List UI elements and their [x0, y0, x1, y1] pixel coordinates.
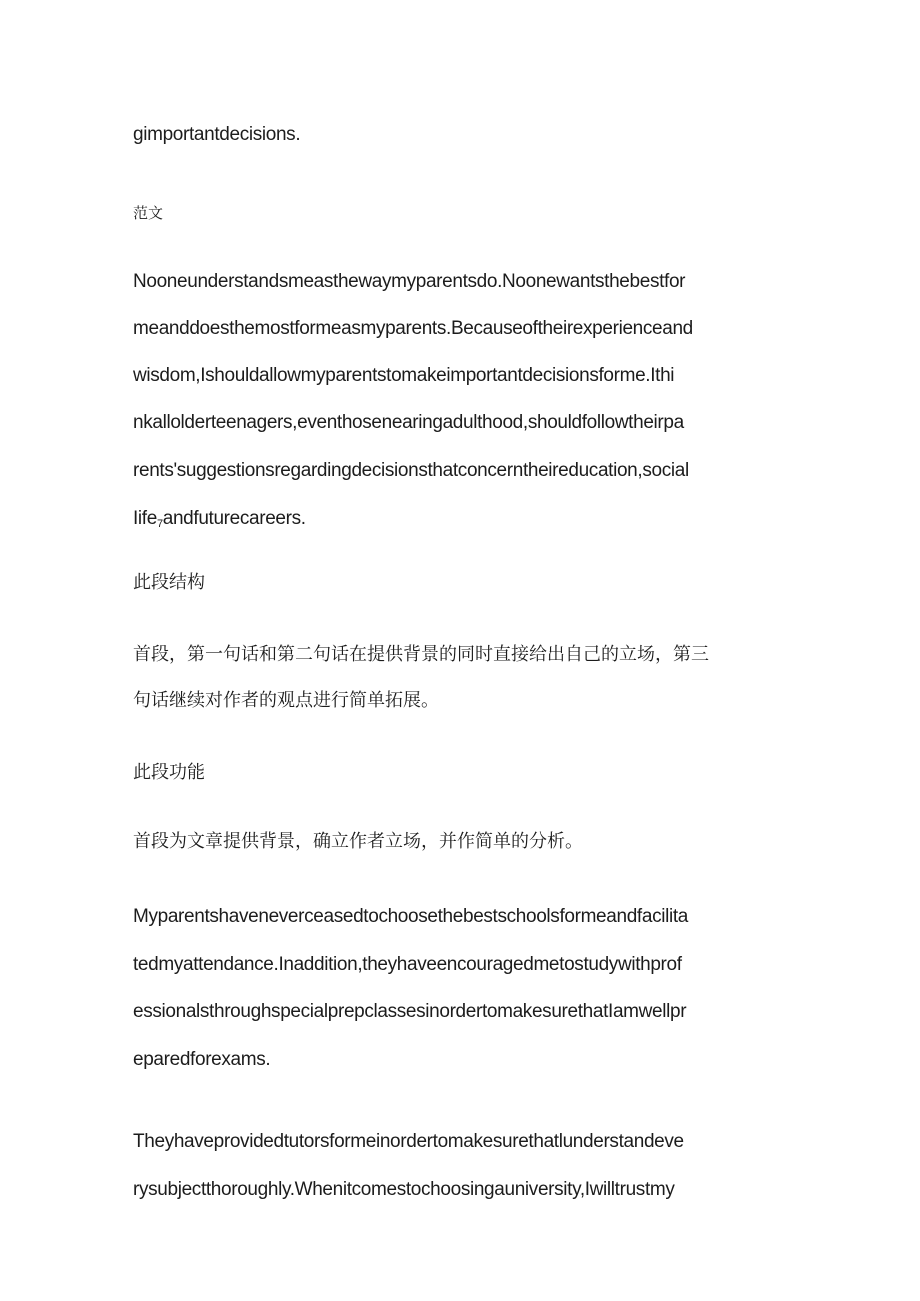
text-line: gimportantdecisions. [133, 124, 301, 145]
text-line: nkallolderteenagers,eventhosenearingadulthood,shouldfollowtheirpa [133, 412, 684, 433]
text-line: essionalsthroughspecialprepclassesinordertomakesurethatIamwellpr [133, 1001, 687, 1022]
text-line: 首段为文章提供背景，确立作者立场，并作简单的分析。 [133, 831, 583, 852]
text-line: Myparentshaveneverceasedtochoosethebestschoolsformeandfacilita [133, 906, 688, 927]
text-line: tedmyattendance.Inaddition,theyhaveencouragedmetostudywithprof [133, 954, 682, 975]
text-fragment: andfuturecareers. [162, 508, 306, 529]
text-subscript: 7 [156, 518, 163, 530]
text-line: meanddoesthemostformeasmyparents.Becauseoftheirexperienceand [133, 318, 693, 339]
text-line: 首段，第一句话和第二句话在提供背景的同时直接给出自己的立场，第三 [133, 644, 709, 665]
text-line: rents'suggestionsregardingdecisionsthatconcerntheireducation,social [133, 460, 689, 481]
section-heading-function: 此段功能 [133, 762, 205, 783]
text-line: 句话继续对作者的观点进行简单拓展。 [133, 690, 439, 711]
text-line: eparedforexams. [133, 1049, 271, 1070]
text-line: Nooneunderstandsmeasthewaymyparentsdo.Noonewantsthebestfor [133, 271, 686, 292]
section-heading-structure: 此段结构 [133, 572, 205, 593]
text-line: rysubjectthoroughly.Whenitcomestochoosingauniversity,Iwilltrustmy [133, 1179, 675, 1200]
text-line: wisdom,Ishouldallowmyparentstomakeimportantdecisionsforme.Ithi [133, 365, 675, 386]
text-line [133, 507, 793, 536]
section-label-model-essay: 范文 [133, 204, 164, 222]
text-line: Theyhaveprovidedtutorsformeinordertomakesurethatlunderstandeve [133, 1131, 684, 1152]
text-fragment: Iife [133, 508, 157, 529]
